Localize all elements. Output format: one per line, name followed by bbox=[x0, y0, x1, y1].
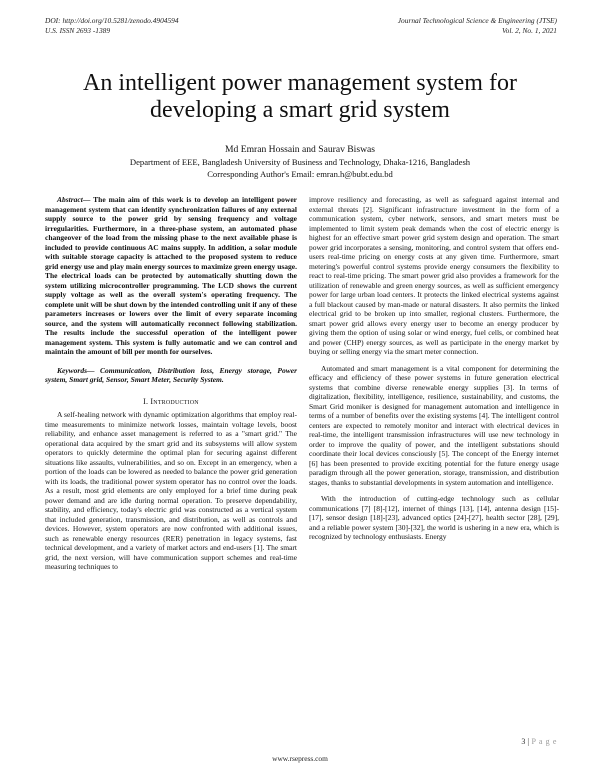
affiliation: Department of EEE, Bangladesh University of Business and Technology, Dhaka-1216, Bangladesh bbox=[129, 157, 471, 167]
header-right bbox=[398, 16, 557, 35]
abstract-lead: Abstract— bbox=[57, 195, 91, 204]
body-paragraph: improve resiliency and forecasting, as well as safeguard against internal and external threats [2]. Significant infrastructure investment in the form of a communication system, cyber network, sensors, and smart meters must be implemented to limit system peak demands when the cost of electric energy is highest for an effective smart power grid system design and operation. The smart power grid incorporates a sensing, monitoring, and control system that offers end-users real-time pricing on energy costs at any given time. Furthermore, smart metering's powerful control systems provide energy consumers the flexibility to react to real-time pricing. The smart power grid also provides a framework for the utilization of renewable and green energy sources, as well as sufficient emergency power for large urban load centers. It protects the linked electrical systems against a full blackout caused by man-made or natural disasters. It also permits the linked electrical grid to be broken up into smaller, regional clusters. Furthermore, the smart power grid allows every energy user to become an energy producer by giving them the option of using solar or wind energy, fuel cells, or combined heat and power (CHP) energy sources, as well as participate in the energy market by buying or selling energy via the smart meter connection. bbox=[309, 195, 559, 356]
abstract-text: The main aim of this work is to develop an intelligent power management system that can identify synchronization failures of any external supply source to the power grid by sensing frequency and voltage irregularities. Furthermore, in a three-phase system, an automated phase changeover of the load from the missing phase to the next available phase is included to provide continuous AC mains supply. In addition, a solar module with suitable storage capacity is attached to the proposed system to reduce grid energy use and play main energy sources to maximize green energy usage. The electrical loads can be protected by automatically shutting down the system utilizing microcontroller programming. The LCD shows the current supply voltage as well as the overall system's operating frequency. The complete unit will be shut down by the intended controlling unit if any of these parameters increases or lowers over the limit of every separate incoming source, and the system will automatically reconnect following stabilization. The results include the successful operation of the intelligent power management system. This system is fully automatic and we can control and maintain the amount of bill per month for ourselves. bbox=[45, 195, 297, 356]
corresponding-email: Corresponding Author's Email: emran.h@bubt.edu.bd bbox=[207, 169, 393, 179]
issn-text: U.S. ISSN 2693 -1389 bbox=[45, 25, 111, 35]
volume-info: Vol. 2, No. 1, 2021 bbox=[501, 25, 557, 35]
section-heading: I. Introduction bbox=[143, 396, 199, 406]
body-paragraph: A self-healing network with dynamic optimization algorithms that employ real-time measurements to minimize network losses, maintain voltage levels, boost reliability, and enhance asset management is referred to as a "smart grid." The operational data acquired by the smart grid and its subsystems will allow system operators to quickly determine the optimal plan for securing against different situations like assaults, vulnerabilities, and so on. Except in an emergency, when a portion of the loads can be lowered as needed to balance the power grid generation with its loads, the traditional power system operator has no control over the loads. As a result, most grid elements are only employed for a brief time during peak power demand and are idle during normal operation. To preserve dependability, stability, and efficiency, today's electric grid was constructed as a vertical system that included generation, transmission, and distribution, as well as controls and devices. However, system operators are now confronted with additional issues, such as renewable energy resources (RER) penetration in legacy systems, fast technical development, and a variety of market actors and end-users [1]. The smart grid, the next version, will have communication support schemes and real-time measuring techniques to bbox=[45, 410, 297, 571]
page-label: P a g e bbox=[528, 737, 557, 746]
footer-url: www.rsepress.com bbox=[272, 754, 328, 763]
authors: Md Emran Hossain and Saurav Biswas bbox=[224, 144, 375, 155]
header-left bbox=[45, 16, 179, 35]
paper-title: An intelligent power management system for developing a smart grid system bbox=[83, 70, 517, 123]
left-column bbox=[45, 195, 297, 579]
keywords: Keywords— Communication, Distribution loss, Energy storage, Power system, Smart grid, Sensor, Smart Meter, Security System. bbox=[45, 365, 297, 384]
journal-name: Journal Technological Science & Engineering (JTSE) bbox=[397, 16, 557, 25]
body-paragraph: With the introduction of cutting-edge technology such as cellular communications [7] [8]-[12], internet of things [13], [14], antenna design [15]-[17], sensor design [18]-[23], advanced optics [24]-[27], health sector [28], [29], and a reliable power system [30]-[32], the world is ushering in a new era, which is recognized by technology enthusiasts. Energy bbox=[309, 494, 559, 541]
body-paragraph: Automated and smart management is a vital component for determining the efficacy and efficiency of these power systems in future generation electrical systems that combine diverse renewable energy supplies [3]. In terms of digitalization, flexibility, intelligence, resilience, sustainability, and customs, the Smart Grid moniker is designed for management automation and intelligence in terms of a number of benefits over the existing systems [4]. The intelligent control centers are expected to remotely monitor and interact with electrical devices in real-time, the intelligent transmission infrastructures will use new technology in order to improve the quality of power, and the intelligent substations should coordinate their local devices consciously [5]. The concept of the Energy internet [6] has been presented to provide exciting potential for the future energy usage paradigm through all the power generation, storage, transmission, and distribution stages, thanks to substantial developments in system automation and intelligence. bbox=[309, 363, 559, 487]
doi-text: DOI: http://doi.org/10.5281/zenodo.4904594 bbox=[45, 16, 179, 25]
page-number-value: 3 | bbox=[521, 737, 529, 746]
abstract bbox=[45, 195, 297, 357]
page-number bbox=[521, 737, 557, 746]
right-column bbox=[309, 195, 559, 549]
